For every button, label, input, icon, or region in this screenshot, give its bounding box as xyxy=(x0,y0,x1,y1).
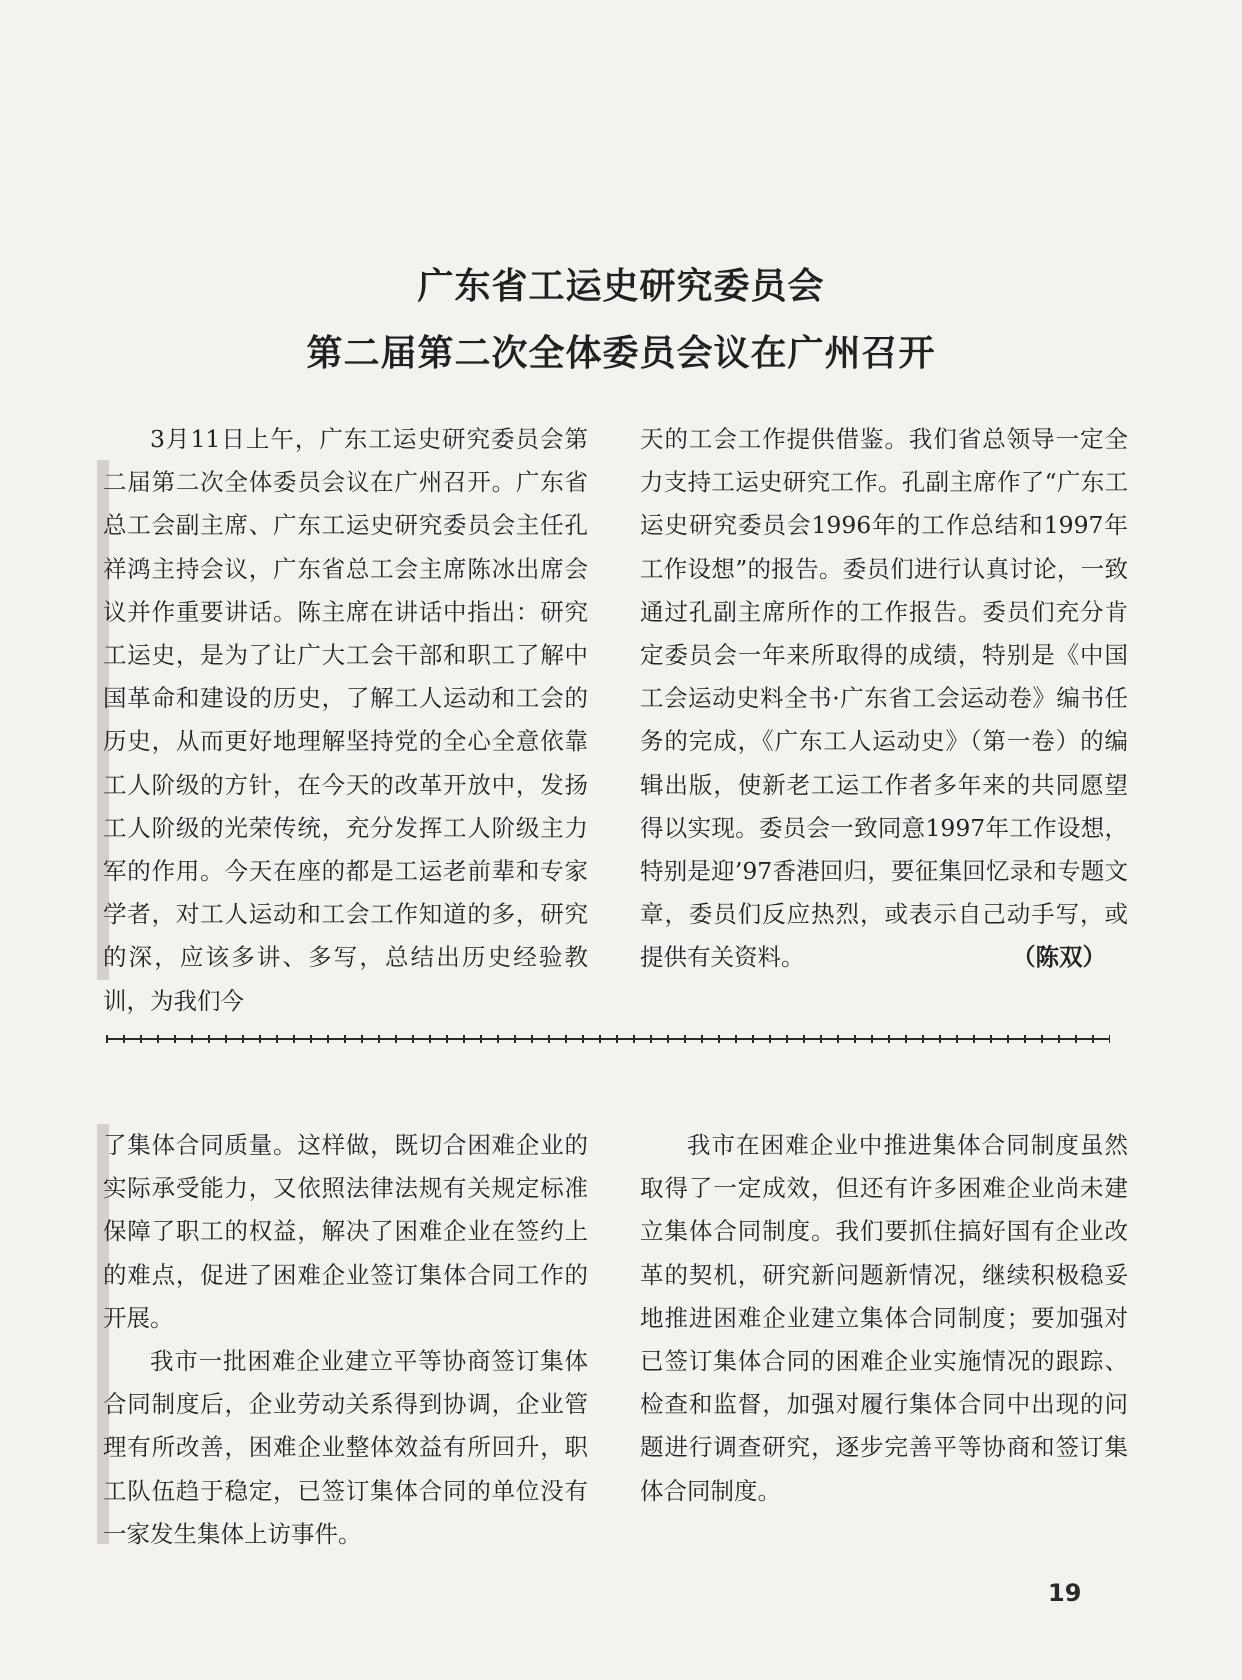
continued-paragraph: 了集体合同质量。这样做，既切合困难企业的实际承受能力，又依照法律法规有关规定标准保障了职工的权益，解决了困难企业在签约上的难点，促进了困难企业签订集体合同工作的开展。 xyxy=(103,1131,588,1332)
article-column-right xyxy=(640,418,1128,980)
page-number: 19 xyxy=(1048,1579,1082,1607)
article-author: （陈双） xyxy=(1012,943,1106,972)
continued-column-left xyxy=(103,1124,588,1556)
article-paragraph-continued xyxy=(640,418,1128,980)
divider-ticks xyxy=(106,1032,1110,1046)
article-paragraph-text: 天的工会工作提供借鉴。我们省总领导一定全力支持工运史研究工作。孔副主席作了“广东工运史研究委员会1996年的工作总结和1997年工作设想”的报告。委员们进行认真讨论，一致通过孔副主席所作的工作报告。委员们充分肯定委员会一年来所取得的成绩，特别是《中国工会运动史料全书·广东省工会运动卷》编书任务的完成，《广东工人运动史》（第一卷）的编辑出版，使新老工运工作者多年来的共同愿望得以实现。委员会一致同意1997年工作设想，特别是迎’97香港回归，要征集回忆录和专题文章，委员们反应热烈，或表示自己动手写，或提供有关资料。 xyxy=(640,425,1128,972)
article-title-line1: 广东省工运史研究委员会 xyxy=(417,266,825,307)
article-column-left xyxy=(103,418,588,1023)
section-divider xyxy=(106,1032,1110,1046)
continued-column-right xyxy=(640,1124,1128,1513)
article-title-line2: 第二届第二次全体委员会议在广州召开 xyxy=(306,333,936,374)
continued-paragraph: 我市一批困难企业建立平等协商签订集体合同制度后，企业劳动关系得到协调，企业管理有所改善，困难企业整体效益有所回升，职工队伍趋于稳定，已签订集体合同的单位没有一家发生集体上访事件。 xyxy=(103,1347,588,1548)
article-paragraph: 3月11日上午，广东工运史研究委员会第二届第二次全体委员会议在广州召开。广东省总工会副主席、广东工运史研究委员会主任孔祥鸿主持会议，广东省总工会主席陈冰出席会议并作重要讲话。陈主席在讲话中指出：研究工运史，是为了让广大工会干部和职工了解中国革命和建设的历史，了解工人运动和工会的历史，从而更好地理解坚持党的全心全意依靠工人阶级的方针，在今天的改革开放中，发扬工人阶级的光荣传统，充分发挥工人阶级主力军的作用。今天在座的都是工运老前辈和专家学者，对工人运动和工会工作知道的多，研究的深，应该多讲、多写，总结出历史经验教训，为我们今 xyxy=(103,425,588,1015)
continued-paragraph: 我市在困难企业中推进集体合同制度虽然取得了一定成效，但还有许多困难企业尚未建立集体合同制度。我们要抓住搞好国有企业改革的契机，研究新问题新情况，继续积极稳妥地推进困难企业建立集体合同制度；要加强对已签订集体合同的困难企业实施情况的跟踪、检查和监督，加强对履行集体合同中出现的问题进行调查研究，逐步完善平等协商和签订集体合同制度。 xyxy=(640,1131,1128,1505)
